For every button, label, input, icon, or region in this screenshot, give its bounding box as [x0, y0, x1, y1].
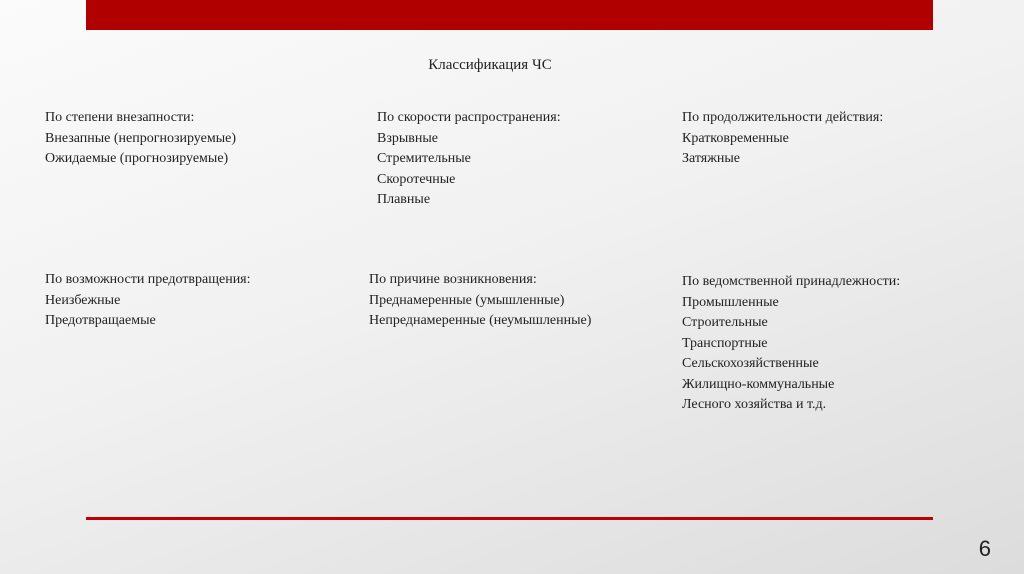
block-item: Плавные [377, 192, 431, 207]
block-heading: По продолжительности действия: [682, 110, 884, 125]
block-item: Преднамеренные (умышленные) [369, 292, 565, 308]
top-accent-bar [86, 0, 933, 30]
block-item: Ожидаемые (прогнозируемые) [45, 151, 229, 166]
slide-title: Классификация ЧС [428, 57, 552, 73]
classification-block-duration [682, 108, 883, 170]
classification-block-suddenness [45, 108, 236, 170]
page-number: 6 [978, 536, 991, 561]
bottom-divider [86, 517, 933, 520]
block-heading: По скорости распространения: [377, 110, 561, 125]
block-item: Транспортные [682, 335, 768, 351]
block-item: Строительные [682, 315, 768, 330]
classification-block-preventability [45, 270, 251, 332]
classification-block-cause [369, 270, 591, 332]
block-heading: По ведомственной принадлежности: [682, 274, 901, 289]
block-item: Кратковременные [682, 130, 789, 146]
block-item: Взрывные [377, 130, 438, 146]
block-item: Неизбежные [45, 292, 121, 308]
block-heading: По причине возникновения: [369, 272, 537, 287]
block-item: Стремительные [377, 151, 471, 166]
block-item: Затяжные [682, 151, 741, 166]
block-item: Жилищно-коммунальные [682, 376, 835, 392]
block-item: Сельскохозяйственные [682, 356, 819, 371]
classification-block-department [682, 272, 900, 416]
block-item: Лесного хозяйства и т.д. [682, 397, 827, 412]
block-heading: По степени внезапности: [45, 110, 195, 125]
block-item: Предотвращаемые [45, 313, 156, 328]
block-item: Промышленные [682, 294, 779, 310]
block-heading: По возможности предотвращения: [45, 272, 251, 287]
block-item: Внезапные (непрогнозируемые) [45, 130, 236, 146]
block-item: Скоротечные [377, 171, 456, 187]
block-item: Непреднамеренные (неумышленные) [369, 313, 592, 328]
classification-block-spread-speed [377, 108, 561, 211]
